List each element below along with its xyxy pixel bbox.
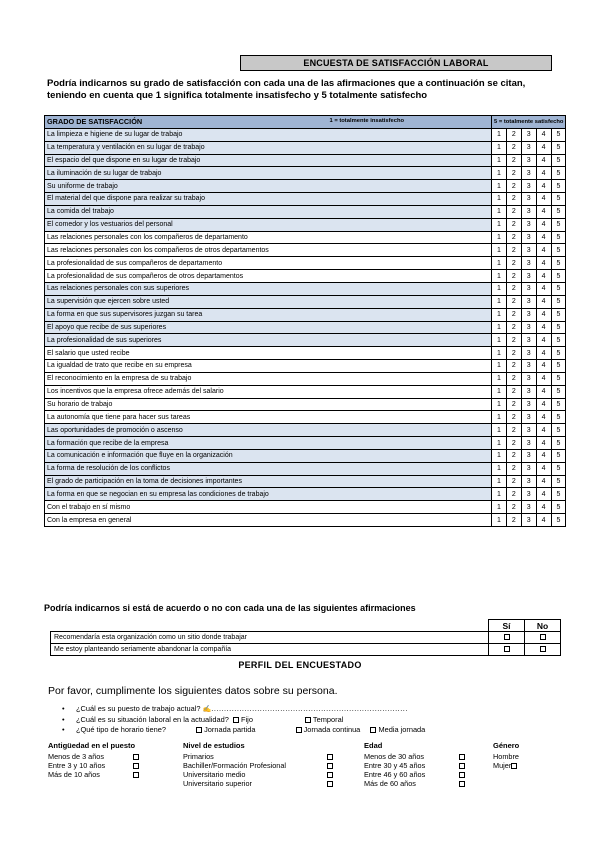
grid-row [45,141,566,154]
rating-option[interactable]: 1 [492,218,507,231]
rating-option[interactable]: 3 [521,501,536,514]
no-checkbox[interactable] [540,646,546,652]
grid-item-label: Con la empresa en general [45,514,492,527]
seniority-checkbox[interactable] [133,754,139,760]
rating-option[interactable]: 2 [506,437,521,450]
rating-option[interactable]: 5 [551,501,566,514]
rating-option[interactable]: 1 [492,360,507,373]
gender-options [493,752,519,770]
rating-option[interactable]: 3 [521,231,536,244]
yes-option-cell [489,644,525,656]
rating-option[interactable]: 5 [551,128,566,141]
seniority-title: Antigüedad en el puesto [48,741,136,750]
rating-option[interactable]: 1 [492,462,507,475]
agree-statement: Recomendaría esta organización como un sitio donde trabajar [51,632,489,644]
rating-option[interactable]: 3 [521,334,536,347]
question-schedule-label: ¿Qué tipo de horario tiene? [76,725,166,734]
rating-option[interactable]: 5 [551,167,566,180]
fijo-checkbox[interactable] [233,717,239,723]
grid-row [45,462,566,475]
yes-checkbox[interactable] [504,634,510,640]
grid-row [45,244,566,257]
rating-option[interactable]: 2 [506,231,521,244]
grid-row [45,334,566,347]
rating-option[interactable]: 2 [506,411,521,424]
grid-row [45,449,566,462]
grid-row [45,295,566,308]
rating-option[interactable]: 3 [521,308,536,321]
question-position [62,704,425,715]
grid-item-label: La autonomía que tiene para hacer sus tareas [45,411,492,424]
grid-item-label: La profesionalidad de sus compañeros de otros departamentos [45,270,492,283]
rating-option[interactable]: 4 [536,295,551,308]
partida-label: Jornada partida [204,725,256,734]
rating-option[interactable]: 2 [506,167,521,180]
profile-title: PERFIL DEL ENCUESTADO [238,660,362,670]
rating-option[interactable]: 3 [521,411,536,424]
rating-option[interactable]: 5 [551,308,566,321]
rating-option[interactable]: 3 [521,257,536,270]
rating-option[interactable]: 5 [551,193,566,206]
grid-row [45,308,566,321]
seniority-option: Entre 3 y 10 años [48,761,139,770]
rating-option[interactable]: 1 [492,205,507,218]
education-option: Universitario superior [183,779,333,788]
fijo-label: Fijo [241,715,253,724]
grid-row [45,128,566,141]
rating-option[interactable]: 4 [536,360,551,373]
rating-option[interactable]: 3 [521,154,536,167]
no-header: No [525,620,561,632]
grid-item-label: Las relaciones personales con los compañeros de otros departamentos [45,244,492,257]
agree-table [50,619,561,656]
rating-option[interactable]: 3 [521,398,536,411]
rating-option[interactable]: 3 [521,488,536,501]
rating-option[interactable]: 5 [551,372,566,385]
rating-option[interactable]: 2 [506,270,521,283]
no-option-cell [525,632,561,644]
rating-option[interactable]: 3 [521,437,536,450]
grid-row [45,437,566,450]
rating-option[interactable]: 5 [551,488,566,501]
rating-option[interactable]: 5 [551,347,566,360]
grid-item-label: La igualdad de trato que recibe en su empresa [45,360,492,373]
grid-item-label: La forma en que se negocian en su empresa las condiciones de trabajo [45,488,492,501]
education-option: Primarios [183,752,333,761]
grid-row [45,205,566,218]
age-option: Entre 30 y 45 años [364,761,465,770]
rating-option[interactable]: 2 [506,334,521,347]
rating-option[interactable]: 1 [492,180,507,193]
rating-option[interactable]: 1 [492,321,507,334]
rating-option[interactable]: 5 [551,282,566,295]
rating-option[interactable]: 3 [521,180,536,193]
rating-option[interactable]: 4 [536,334,551,347]
rating-option[interactable]: 2 [506,205,521,218]
rating-option[interactable]: 4 [536,128,551,141]
rating-option[interactable]: 3 [521,321,536,334]
rating-option[interactable]: 4 [536,231,551,244]
age-checkbox[interactable] [459,781,465,787]
age-option: Entre 46 y 60 años [364,770,465,779]
grid-header-label: GRADO DE SATISFACCIÓN [47,117,143,127]
rating-option[interactable]: 1 [492,154,507,167]
rating-option[interactable]: 5 [551,295,566,308]
partida-checkbox[interactable] [196,727,202,733]
rating-option[interactable]: 3 [521,347,536,360]
seniority-checkbox[interactable] [133,772,139,778]
education-checkbox[interactable] [327,754,333,760]
rating-option[interactable]: 5 [551,449,566,462]
grid-item-label: El grado de participación en la toma de decisiones importantes [45,475,492,488]
rating-option[interactable]: 2 [506,321,521,334]
grid-row [45,424,566,437]
rating-option[interactable]: 1 [492,257,507,270]
rating-option[interactable]: 1 [492,295,507,308]
rating-option[interactable]: 2 [506,475,521,488]
grid-header [45,116,492,129]
rating-option[interactable]: 1 [492,308,507,321]
yes-header: Sí [489,620,525,632]
grid-row [45,193,566,206]
rating-option[interactable]: 2 [506,128,521,141]
rating-option[interactable]: 3 [521,372,536,385]
position-answer-line[interactable]: ............................................................................. [211,704,408,713]
rating-option[interactable]: 2 [506,154,521,167]
grid-item-label: Su horario de trabajo [45,398,492,411]
grid-item-label: Los incentivos que la empresa ofrece además del salario [45,385,492,398]
rating-option[interactable]: 2 [506,257,521,270]
temporal-label: Temporal [312,715,344,724]
yes-option-cell [489,632,525,644]
seniority-options [48,752,139,779]
rating-option[interactable]: 4 [536,193,551,206]
rating-option[interactable]: 4 [536,501,551,514]
grid-item-label: Con el trabajo en sí mismo [45,501,492,514]
grid-row [45,180,566,193]
rating-option[interactable]: 2 [506,501,521,514]
media-label: Media jornada [378,725,426,734]
rating-option[interactable]: 4 [536,218,551,231]
grid-item-label: La comunicación e información que fluye en la organización [45,449,492,462]
grid-row [45,218,566,231]
rating-option[interactable]: 5 [551,218,566,231]
rating-option[interactable]: 2 [506,372,521,385]
age-checkbox[interactable] [459,754,465,760]
rating-option[interactable]: 3 [521,514,536,527]
rating-option[interactable]: 1 [492,372,507,385]
rating-option[interactable]: 1 [492,270,507,283]
grid-item-label: La profesionalidad de sus compañeros de departamento [45,257,492,270]
rating-option[interactable]: 1 [492,514,507,527]
rating-option[interactable]: 1 [492,488,507,501]
grid-item-label: Las relaciones personales con los compañeros de departamento [45,231,492,244]
rating-option[interactable]: 5 [551,514,566,527]
rating-option[interactable]: 2 [506,244,521,257]
grid-row [45,475,566,488]
rating-option[interactable]: 2 [506,180,521,193]
rating-option[interactable]: 2 [506,282,521,295]
rating-option[interactable]: 3 [521,424,536,437]
grid-row [45,488,566,501]
grid-item-label: Las oportunidades de promoción o ascenso [45,424,492,437]
scale-low-label: 1 = totalmente insatisfecho [329,117,405,124]
grid-header-row [45,116,566,129]
grid-item-label: El apoyo que recibe de sus superiores [45,321,492,334]
education-title: Nivel de estudios [183,741,245,750]
rating-option[interactable]: 5 [551,321,566,334]
rating-option[interactable]: 5 [551,154,566,167]
grid-row [45,514,566,527]
grid-item-label: Las relaciones personales con sus superiores [45,282,492,295]
rating-option[interactable]: 1 [492,334,507,347]
rating-option[interactable]: 5 [551,398,566,411]
grid-row [45,167,566,180]
rating-option[interactable]: 4 [536,514,551,527]
rating-option[interactable]: 1 [492,437,507,450]
rating-option[interactable]: 2 [506,360,521,373]
rating-option[interactable]: 5 [551,141,566,154]
rating-option[interactable]: 2 [506,193,521,206]
agree-row [51,632,561,644]
grid-item-label: La iluminación de su lugar de trabajo [45,167,492,180]
rating-option[interactable]: 4 [536,398,551,411]
rating-option[interactable]: 1 [492,347,507,360]
rating-option[interactable]: 4 [536,180,551,193]
media-checkbox[interactable] [370,727,376,733]
grid-row [45,270,566,283]
agree-statement: Me estoy planteando seriamente abandonar la compañía [51,644,489,656]
profile-instructions: Por favor, cumplimente los siguientes datos sobre su persona. [48,685,338,697]
gender-option: Hombre [493,752,519,761]
rating-option[interactable]: 3 [521,141,536,154]
grid-item-label: La limpieza e higiene de su lugar de trabajo [45,128,492,141]
rating-option[interactable]: 2 [506,347,521,360]
rating-option[interactable]: 4 [536,475,551,488]
rating-option[interactable]: 2 [506,141,521,154]
rating-option[interactable]: 4 [536,437,551,450]
rating-option[interactable]: 1 [492,424,507,437]
grid-row [45,347,566,360]
rating-option[interactable]: 2 [506,514,521,527]
rating-option[interactable]: 5 [551,257,566,270]
rating-option[interactable]: 2 [506,218,521,231]
education-options [183,752,333,788]
grid-item-label: La temperatura y ventilación en su lugar de trabajo [45,141,492,154]
rating-option[interactable]: 4 [536,321,551,334]
no-option-cell [525,644,561,656]
rating-option[interactable]: 3 [521,385,536,398]
rating-option[interactable]: 1 [492,282,507,295]
rating-option[interactable]: 3 [521,167,536,180]
rating-option[interactable]: 4 [536,167,551,180]
rating-option[interactable]: 2 [506,398,521,411]
rating-option[interactable]: 1 [492,128,507,141]
continua-checkbox[interactable] [296,727,302,733]
rating-option[interactable]: 4 [536,449,551,462]
scale-high-label: 5 = totalmente satisfecho [494,118,564,125]
grid-row [45,501,566,514]
rating-option[interactable]: 5 [551,437,566,450]
education-checkbox[interactable] [327,781,333,787]
age-option: Menos de 30 años [364,752,465,761]
profile-questions [62,704,425,735]
intro-text: Podría indicarnos su grado de satisfacción con cada una de las afirmaciones que a continuación se citan, teniendo en cuenta que 1 significa totalmente insatisfecho y 5 totalmente satisfecho [47,78,526,101]
age-checkbox[interactable] [459,772,465,778]
rating-option[interactable]: 1 [492,411,507,424]
grid-item-label: La formación que recibe de la empresa [45,437,492,450]
grid-row [45,398,566,411]
rating-option[interactable]: 5 [551,180,566,193]
age-options [364,752,465,788]
age-checkbox[interactable] [459,763,465,769]
rating-option[interactable]: 1 [492,193,507,206]
rating-option[interactable]: 3 [521,205,536,218]
rating-option[interactable]: 3 [521,244,536,257]
rating-option[interactable]: 5 [551,385,566,398]
seniority-option: Menos de 3 años [48,752,139,761]
rating-option[interactable]: 3 [521,282,536,295]
scale-high-cell [492,116,566,129]
question-position-label: ¿Cuál es su puesto de trabajo actual? [76,704,201,713]
rating-option[interactable]: 1 [492,501,507,514]
rating-option[interactable]: 4 [536,244,551,257]
question-situation [62,715,425,725]
rating-option[interactable]: 3 [521,475,536,488]
rating-option[interactable]: 5 [551,270,566,283]
agree-row [51,644,561,656]
rating-option[interactable]: 5 [551,205,566,218]
grid-row [45,360,566,373]
grid-item-label: La profesionalidad de sus superiores [45,334,492,347]
grid-item-label: La forma en que sus supervisores juzgan su tarea [45,308,492,321]
rating-option[interactable]: 2 [506,462,521,475]
grid-item-label: La forma de resolución de los conflictos [45,462,492,475]
rating-option[interactable]: 2 [506,308,521,321]
rating-option[interactable]: 3 [521,462,536,475]
gender-checkbox[interactable] [511,763,517,769]
agree-question: Podría indicarnos si está de acuerdo o no con cada una de las siguientes afirmaciones [44,603,416,613]
rating-option[interactable]: 1 [492,385,507,398]
grid-item-label: El material del que dispone para realizar su trabajo [45,193,492,206]
rating-option[interactable]: 2 [506,295,521,308]
education-option: Bachiller/Formación Profesional [183,761,333,770]
question-schedule [62,725,425,735]
education-checkbox[interactable] [327,772,333,778]
rating-option[interactable]: 1 [492,231,507,244]
rating-option[interactable]: 5 [551,462,566,475]
rating-option[interactable]: 1 [492,398,507,411]
rating-option[interactable]: 5 [551,411,566,424]
rating-option[interactable]: 5 [551,360,566,373]
seniority-checkbox[interactable] [133,763,139,769]
rating-option[interactable]: 1 [492,449,507,462]
question-situation-label: ¿Cuál es su situación laboral en la actualidad? [76,715,229,724]
satisfaction-grid [44,115,566,527]
rating-option[interactable]: 5 [551,244,566,257]
rating-option[interactable]: 1 [492,141,507,154]
grid-item-label: La comida del trabajo [45,205,492,218]
rating-option[interactable]: 1 [492,167,507,180]
grid-row [45,154,566,167]
rating-option[interactable]: 3 [521,449,536,462]
grid-item-label: El salario que usted recibe [45,347,492,360]
grid-item-label: Su uniforme de trabajo [45,180,492,193]
rating-option[interactable]: 4 [536,141,551,154]
rating-option[interactable]: 4 [536,270,551,283]
rating-option[interactable]: 4 [536,462,551,475]
rating-option[interactable]: 4 [536,372,551,385]
gender-title: Género [493,741,520,750]
rating-option[interactable]: 4 [536,424,551,437]
rating-option[interactable]: 4 [536,488,551,501]
rating-option[interactable]: 3 [521,270,536,283]
rating-option[interactable]: 1 [492,244,507,257]
rating-option[interactable]: 5 [551,475,566,488]
seniority-option: Más de 10 años [48,770,139,779]
survey-title: ENCUESTA DE SATISFACCIÓN LABORAL [240,55,552,71]
temporal-checkbox[interactable] [305,717,311,723]
grid-row [45,231,566,244]
grid-item-label: El reconocimiento en la empresa de su trabajo [45,372,492,385]
rating-option[interactable]: 5 [551,231,566,244]
agree-header-row [51,620,561,632]
yes-checkbox[interactable] [504,646,510,652]
rating-option[interactable]: 2 [506,424,521,437]
rating-option[interactable]: 4 [536,308,551,321]
rating-option[interactable]: 2 [506,488,521,501]
rating-option[interactable]: 4 [536,257,551,270]
rating-option[interactable]: 3 [521,128,536,141]
grid-row [45,257,566,270]
rating-option[interactable]: 3 [521,193,536,206]
age-title: Edad [364,741,383,750]
education-option: Universitario medio [183,770,333,779]
rating-option[interactable]: 4 [536,347,551,360]
rating-option[interactable]: 2 [506,449,521,462]
rating-option[interactable]: 5 [551,334,566,347]
grid-item-label: El espacio del que dispone en su lugar de trabajo [45,154,492,167]
grid-row [45,372,566,385]
age-option: Más de 60 años [364,779,465,788]
rating-option[interactable]: 4 [536,385,551,398]
pencil-icon: ✍ [202,706,212,713]
grid-row [45,321,566,334]
rating-option[interactable]: 4 [536,411,551,424]
gender-option: Mujer [493,761,519,770]
grid-row [45,282,566,295]
rating-option[interactable]: 5 [551,424,566,437]
rating-option[interactable]: 3 [521,218,536,231]
rating-option[interactable]: 3 [521,360,536,373]
rating-option[interactable]: 4 [536,154,551,167]
grid-item-label: El comedor y los vestuarios del personal [45,218,492,231]
rating-option[interactable]: 4 [536,205,551,218]
grid-row [45,385,566,398]
grid-row [45,411,566,424]
rating-option[interactable]: 3 [521,295,536,308]
rating-option[interactable]: 4 [536,282,551,295]
agree-header-blank [51,620,489,632]
grid-item-label: La supervisión que ejercen sobre usted [45,295,492,308]
continua-label: Jornada continua [303,725,361,734]
rating-option[interactable]: 2 [506,385,521,398]
no-checkbox[interactable] [540,634,546,640]
education-checkbox[interactable] [327,763,333,769]
rating-option[interactable]: 1 [492,475,507,488]
